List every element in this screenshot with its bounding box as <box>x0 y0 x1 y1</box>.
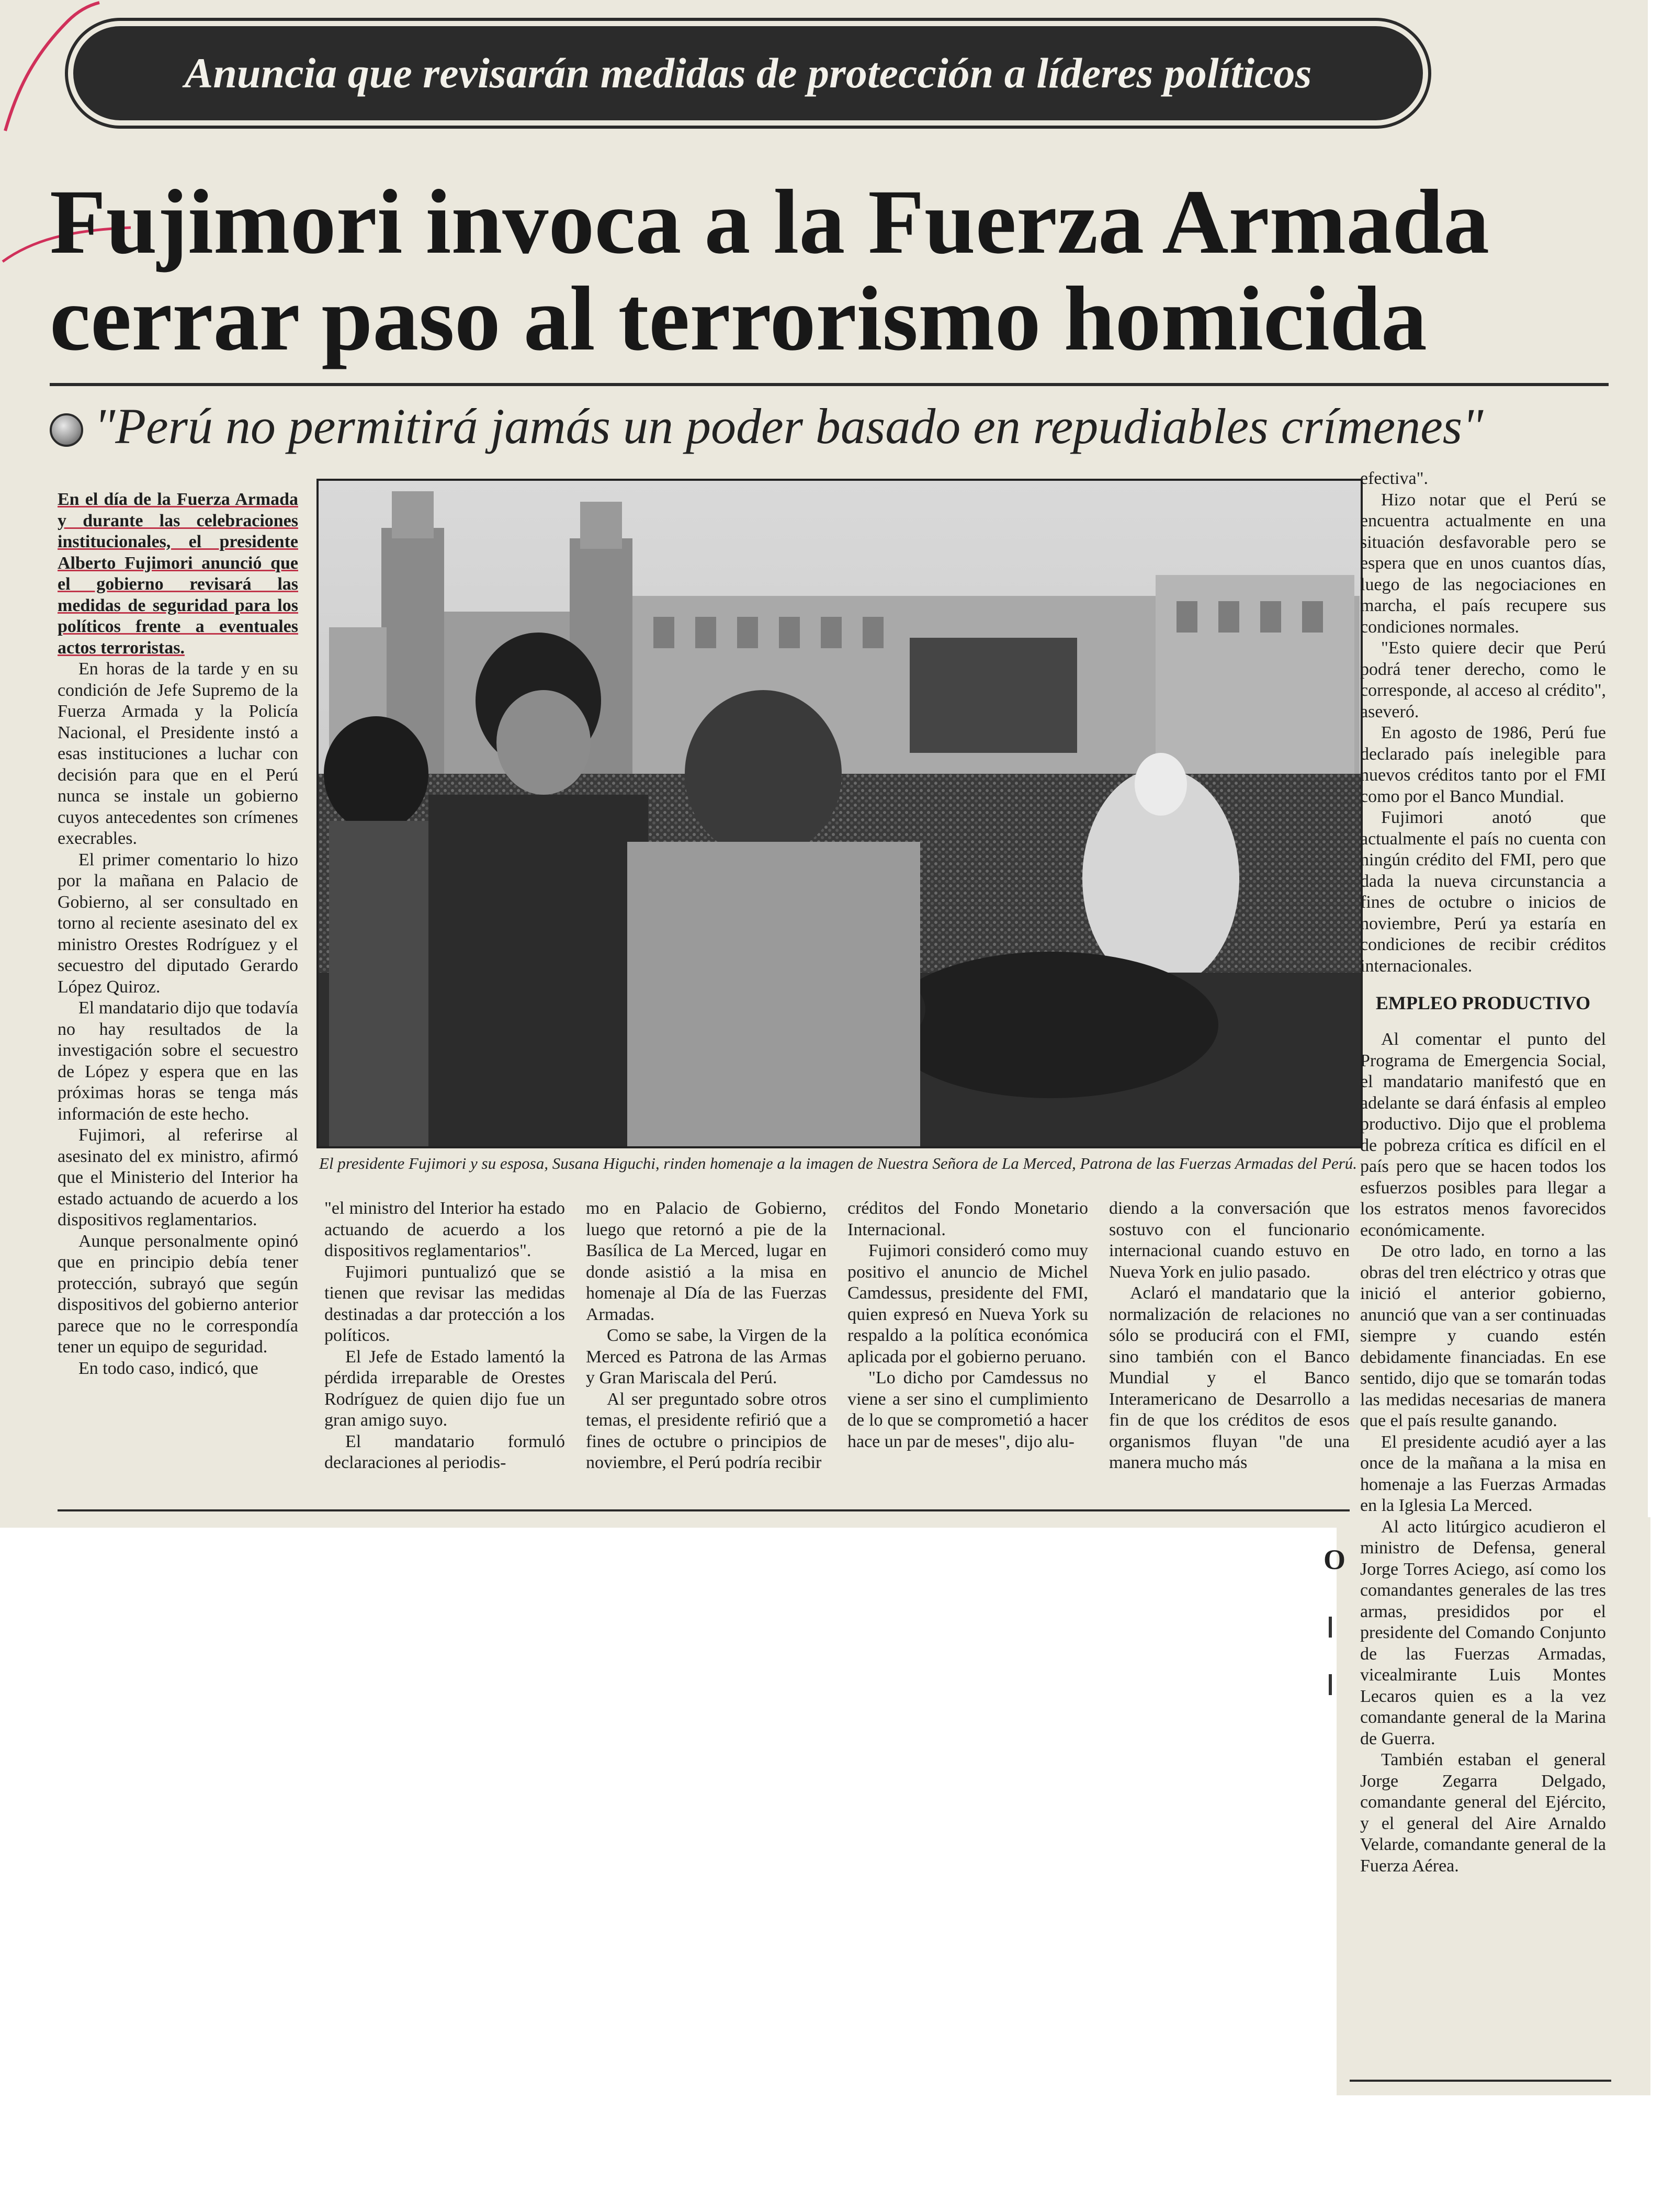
margin-tick <box>1329 1617 1332 1638</box>
bullet-icon <box>50 413 83 447</box>
paragraph: Como se sabe, la Virgen de la Merced es Patrona de las Armas y Gran Mariscala del Perú. <box>586 1326 827 1387</box>
paragraph: Fujimori consideró como muy positivo el anuncio de Michel Camdessus, presidente del FMI, quien expresó en Nueva York su respaldo a la política económica aplicada por el gobierno peruano. <box>847 1241 1088 1367</box>
lead-paragraph: En el día de la Fuerza Armada y durante las celebraciones institucionales, el presidente Alberto Fujimori anunció que el gobierno revisará las medidas de seguridad para los políticos frente a eventuales actos terroristas. <box>58 490 298 658</box>
right-column-bottom-rule <box>1350 2080 1611 2082</box>
headline-line-2: cerrar paso al terrorismo homicida <box>50 268 1427 370</box>
column-5 <box>1109 1198 1350 1474</box>
margin-tick <box>1329 1674 1332 1695</box>
paragraph: El mandatario dijo que todavía no hay resultados de la investigación sobre el secuestro de López y espera que en las próximas horas se tenga más información de este hecho. <box>58 998 298 1124</box>
paragraph: Fujimori puntualizó que se tienen que revisar las medidas destinadas a dar protección a los políticos. <box>324 1262 565 1345</box>
paragraph: De otro lado, en torno a las obras del tren eléctrico y otras que inició el anterior gobierno, anunció que van a ser continuadas siempre y cuando estén debidamente financiadas. En ese sentido, dijo que se tomarán todas las medidas necesarias de manera que el país resulte ganando. <box>1360 1242 1606 1430</box>
paragraph: En todo caso, indicó, que <box>78 1358 258 1378</box>
kicker-text: Anuncia que revisarán medidas de protección a líderes políticos <box>184 49 1312 97</box>
paragraph: mo en Palacio de Gobierno, luego que retornó a pie de la Basílica de La Merced, lugar en donde asistió a la misa en homenaje al Día de las Fuerzas Armadas. <box>586 1199 827 1324</box>
paragraph: En agosto de 1986, Perú fue declarado país inelegible para nuevos créditos tanto por el FMI como por el Banco Mundial. <box>1360 723 1606 806</box>
paragraph: Fujimori anotó que actualmente el país no cuenta con ningún crédito del FMI, pero que dada la nueva circunstancia a fines de octubre o inicios de noviembre, Perú ya estaría en condiciones de recibir créditos internacionales. <box>1360 808 1606 976</box>
paragraph: Al comentar el punto del Programa de Emergencia Social, el mandatario manifestó que en adelante se dará énfasis al empleo productivo. Dijo que el problema de pobreza crítica es difícil en el país pero que se hacen todos los esfuerzos posibles para llegar a los estratos menos favorecidos económicamente. <box>1360 1030 1606 1240</box>
column-1 <box>58 489 298 1379</box>
margin-marker: O <box>1324 1544 1346 1575</box>
paragraph: "Esto quiere decir que Perú podrá tener derecho, como le corresponde, al acceso al crédito", aseveró. <box>1360 638 1606 721</box>
column-6 <box>1360 468 1606 1877</box>
subhead: "Perú no permitirá jamás un poder basado en repudiables crímenes" <box>94 398 1484 454</box>
paragraph: El Jefe de Estado lamentó la pérdida irreparable de Orestes Rodríguez de quien dijo fue un gran amigo suyo. <box>324 1347 565 1430</box>
columns-bottom-rule <box>58 1509 1350 1511</box>
paragraph: El primer comentario lo hizo por la mañana en Palacio de Gobierno, al ser consultado en torno al reciente asesinato del ex ministro Orestes Rodríguez y el secuestro del diputado Gerardo López Quiroz. <box>58 850 298 997</box>
paragraph: Aunque personalmente opinó que en principio debía tener protección, subrayó que según dispositivos del gobierno anterior parece que no le correspondía tener un equipo de seguridad. <box>58 1231 298 1357</box>
paragraph: Al ser preguntado sobre otros temas, el presidente refirió que a fines de octubre o principios de noviembre, el Perú podría recibir <box>586 1389 827 1472</box>
paragraph: Hizo notar que el Perú se encuentra actualmente en una situación desfavorable pero se espera que en unos cuantos días, luego de las negociaciones en marcha, el país recupere sus condiciones normales. <box>1360 490 1606 637</box>
paragraph: En horas de la tarde y en su condición de Jefe Supremo de la Fuerza Armada y la Policía Nacional, el Presidente instó a esas instituciones a luchar con decisión para que en el Perú nunca se instale un gobierno cuyos antecedentes son crímenes execrables. <box>58 659 298 848</box>
column-4 <box>847 1198 1088 1452</box>
headline-line-1: Fujimori invoca a la Fuerza Armada <box>50 171 1490 273</box>
column-3 <box>586 1198 827 1474</box>
kicker-banner <box>73 26 1423 120</box>
section-heading: EMPLEO PRODUCTIVO <box>1375 992 1591 1013</box>
headline-rule <box>50 383 1609 386</box>
paragraph: "el ministro del Interior ha estado actuando de acuerdo a los dispositivos reglamentarios". <box>324 1199 565 1260</box>
photo-caption: El presidente Fujimori y su esposa, Susana Higuchi, rinden homenaje a la imagen de Nuestra Señora de La Merced, Patrona de las Fuerzas Armadas del Perú. <box>319 1154 1358 1172</box>
photo-illustration <box>319 481 1361 1146</box>
paragraph: diendo a la conversación que sostuvo con el funcionario internacional cuando estuvo en Nueva York en julio pasado. <box>1109 1199 1350 1282</box>
paragraph: "Lo dicho por Camdessus no viene a ser sino el cumplimiento de lo que se comprometió a hacer hace un par de meses", dijo alu- <box>847 1368 1088 1451</box>
paragraph: Aclaró el mandatario que la normalización de relaciones no sólo se producirá con el FMI, sino también con el Banco Mundial y el Banco Interamericano de Desarrollo a fin de que los créditos de esos organismos fluyan "de una manera mucho más <box>1109 1283 1350 1472</box>
paragraph: Fujimori, al referirse al asesinato del ex ministro, afirmó que el Ministerio del Interior ha estado actuando de acuerdo a los dispositivos reglamentarios. <box>58 1125 298 1229</box>
paragraph: El presidente acudió ayer a las once de la mañana a la misa en homenaje a las Fuerzas Armadas en la Iglesia La Merced. <box>1360 1432 1606 1515</box>
news-photo <box>316 479 1363 1148</box>
paragraph: El mandatario formuló declaraciones al periodis- <box>324 1431 565 1472</box>
paragraph: efectiva". <box>1360 469 1428 488</box>
column-2 <box>324 1198 565 1474</box>
paragraph: créditos del Fondo Monetario Internacional. <box>847 1199 1088 1239</box>
paragraph: Al acto litúrgico acudieron el ministro de Defensa, general Jorge Torres Aciego, así como los comandantes generales de las tres armas, presididos por el presidente del Comando Conjunto de las Fuerzas Armadas, vicealmirante Luis Montes Lecaros quien es a la vez comandante general de la Marina de Guerra. <box>1360 1517 1606 1748</box>
paragraph: También estaban el general Jorge Zegarra Delgado, comandante general del Ejército, y el general del Aire Arnaldo Velarde, comandante general de la Fuerza Aérea. <box>1360 1750 1606 1876</box>
